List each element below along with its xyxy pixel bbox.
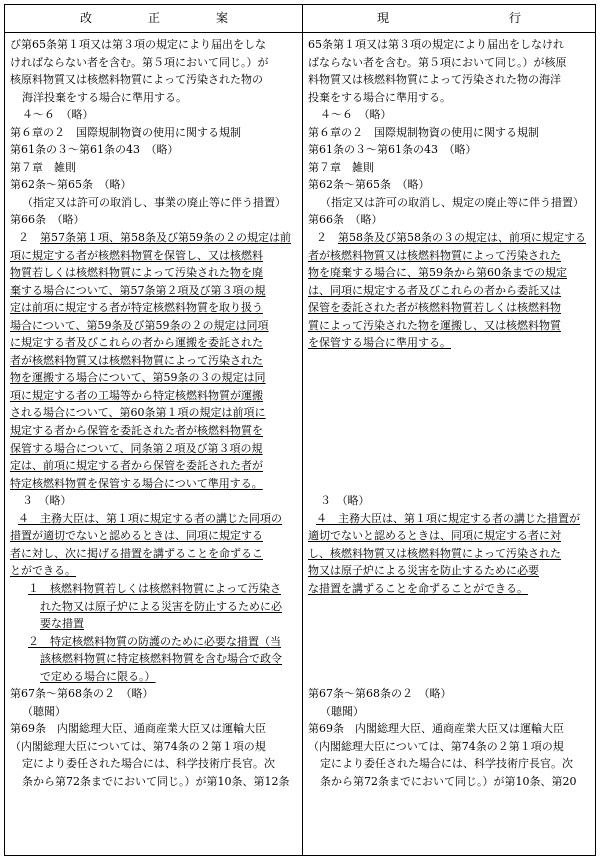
text-line: 第62条～第65条 （略） [10, 178, 132, 192]
text-line: 65条第１項又は第３項の規定により届出をしなけれ [308, 38, 564, 51]
header-current-char-1: 現 [377, 11, 390, 25]
chapter-heading: 第６章の２ 国際規制物資の使用に関する規制 [308, 125, 539, 139]
amended-text: な措置を講ずることを命ずることができる。 [308, 581, 528, 595]
amended-text: 第58条及び第58条の３の規定は、前項に規定する [338, 231, 586, 245]
amended-text: 物を運搬する場合について、第59条の３の規定は同 [10, 371, 266, 385]
amended-text: 物を廃棄する場合に、第59条から第60条までの規定 [308, 266, 567, 280]
amended-item: １ 核燃料物質若しくは核燃料物質によって汚染さ [28, 581, 281, 595]
header-current-char-2: 行 [509, 11, 522, 25]
amended-text: 項に規定する者が核燃料物質を保管し、又は核燃料 [10, 248, 263, 262]
text-line: 定により委任された場合には、科学技術庁長官。次 [320, 757, 573, 771]
article-caption: （指定又は許可の取消し、事業の廃止等に伴う措置） [22, 195, 286, 209]
amended-text: で定める場合に限る。） [40, 669, 156, 683]
amended-text: 質によって汚染された物を運搬し、又は核燃料物質 [308, 318, 561, 332]
article-caption: （聴聞） [320, 704, 364, 718]
header-revised [4, 4, 302, 32]
text-line: ４～６ （略） [320, 108, 392, 122]
header-current [303, 4, 596, 32]
text-line: 第69条 内閣総理大臣、通商産業大臣又は運輸大臣 [308, 722, 564, 736]
amended-text: 措置が適切でないと認めるときは、同項に規定する [10, 529, 263, 543]
amended-text: 規定する者から保管を委託された者が核燃料物質を [10, 424, 263, 438]
text-line [10, 229, 298, 247]
text-line: ばならない者を含む。第５項において同じ。）が核原 [308, 55, 567, 69]
amended-text: 項に規定する者の工場等から特定核燃料物質が運搬 [10, 388, 263, 402]
amended-text: 物又は原子炉による災害を防止するために必要 [308, 564, 539, 578]
amended-text: 者が核燃料物質又は核燃料物質によって汚染された [308, 248, 561, 262]
text-line: 条から第72条までにおいて同じ。）が第10条、第20 [320, 774, 577, 788]
article-caption: （聴聞） [22, 704, 66, 718]
chapter-heading: 第６章の２ 国際規制物資の使用に関する規制 [10, 125, 241, 139]
text-line: 核原料物質又は核燃料物質によって汚染された物の [10, 73, 263, 87]
text-line: 投棄をする場合に準用する。 [308, 90, 451, 104]
paragraph-number: ２ [18, 231, 40, 245]
chapter-heading: 第７章 雑則 [308, 160, 374, 174]
amended-text: を保管する場合に準用する。 [308, 336, 451, 350]
amended-text: とができる。 [10, 564, 76, 578]
text-line: ３ （略） [320, 494, 370, 508]
text-line [308, 229, 592, 247]
text-line: 第61条の３～第61条の43 （略） [308, 143, 477, 157]
text-line: 第66条 （略） [308, 213, 383, 227]
column-divider [302, 4, 303, 856]
text-line: 料物質又は核燃料物質によって汚染された物の海洋 [308, 73, 561, 87]
amended-item: ２ 特定核燃料物質の防護のために必要な措置（当 [28, 634, 281, 648]
amended-text: ４ 主務大臣は、第１項に規定する者の講じた同項の [18, 511, 282, 525]
chapter-heading: 第７章 雑則 [10, 160, 76, 174]
text-line: 第67条～第68条の２ （略） [10, 687, 154, 701]
text-line: （内閣総理大臣については、第74条の２第１項の規 [308, 739, 564, 753]
amended-text: される場合について、第60条第１項の規定は前項に [10, 406, 266, 420]
amended-text: 適切でないと認めるときは、同項に規定する者に対 [308, 529, 561, 543]
paragraph-number: ２ [316, 231, 338, 245]
text-line: び第65条第１項又は第３項の規定により届出をしな [10, 38, 266, 51]
text-line: ３ （略） [22, 494, 72, 508]
amended-text: は、同項に規定する者及びこれらの者から委託又は [308, 283, 561, 297]
amended-text: 者に対し、次に掲げる措置を講ずることを命ずるこ [10, 546, 263, 560]
text-line: ければならない者を含む。第５項において同じ。）が [10, 55, 269, 69]
text-line: 第62条～第65条 （略） [308, 178, 430, 192]
revised-column [10, 36, 298, 791]
amended-text: 場合について、第59条及び第59条の２の規定は同項 [10, 318, 269, 332]
amended-text: れた物又は原子炉による災害を防止するために必 [40, 599, 282, 613]
text-line: 海洋投棄をする場合に準用する。 [22, 90, 187, 104]
amended-text: 定は前項に規定する者が特定核燃料物質を取り扱う [10, 301, 263, 315]
text-line: 第66条 （略） [10, 213, 85, 227]
header-revised-char-1: 改 [80, 11, 93, 25]
amended-text: 第57条第１項、第58条及び第59条の２の規定は前 [40, 231, 291, 245]
amended-text: 定は、前項に規定する者から保管を委託された者が [10, 459, 263, 473]
amended-text: 棄する場合について、第57条第２項及び第３項の規 [10, 283, 266, 297]
amended-text: に規定する者及びこれらの者から運搬を委託された [10, 336, 263, 350]
amended-text: ４ 主務大臣は、第１項に規定する者の講じた措置が [316, 511, 580, 525]
amended-text: 保管を委託された者が核燃料物質若しくは核燃料物 [308, 301, 561, 315]
amended-text: 保管する場合について、同条第２項及び第３項の規 [10, 441, 263, 455]
amended-text: 要な措置 [40, 617, 84, 631]
text-line: 条から第72条までにおいて同じ。）が第10条、第12条 [22, 774, 290, 788]
text-line: 第67条～第68条の２ （略） [308, 687, 452, 701]
text-line: 第61条の３～第61条の43 （略） [10, 143, 179, 157]
header-divider [4, 32, 596, 33]
header-revised-char-3: 案 [216, 11, 229, 25]
article-caption: （指定又は許可の取消し、規定の廃止等に伴う措置） [320, 195, 584, 209]
current-column [308, 36, 592, 791]
text-line: ４～６ （略） [22, 108, 94, 122]
amended-text: 該核燃料物質に特定核燃料物質を含む場合で政令 [40, 652, 282, 666]
text-line: 定により委任された場合には、科学技術庁長官。次 [22, 757, 275, 771]
text-line: （内閣総理大臣については、第74条の２第１項の規 [10, 739, 266, 753]
header-revised-char-2: 正 [148, 11, 161, 25]
amended-text: 物質若しくは核燃料物質によって汚染された物を廃 [10, 266, 263, 280]
amended-text: し、核燃料物質又は核燃料物質によって汚染された [308, 546, 561, 560]
text-line: 第69条 内閣総理大臣、通商産業大臣又は運輸大臣 [10, 722, 266, 736]
amended-text: 者が核燃料物質又は核燃料物質によって汚染された [10, 353, 263, 367]
amended-text: 特定核燃料物質を保管する場合について準用する。 [10, 476, 263, 490]
